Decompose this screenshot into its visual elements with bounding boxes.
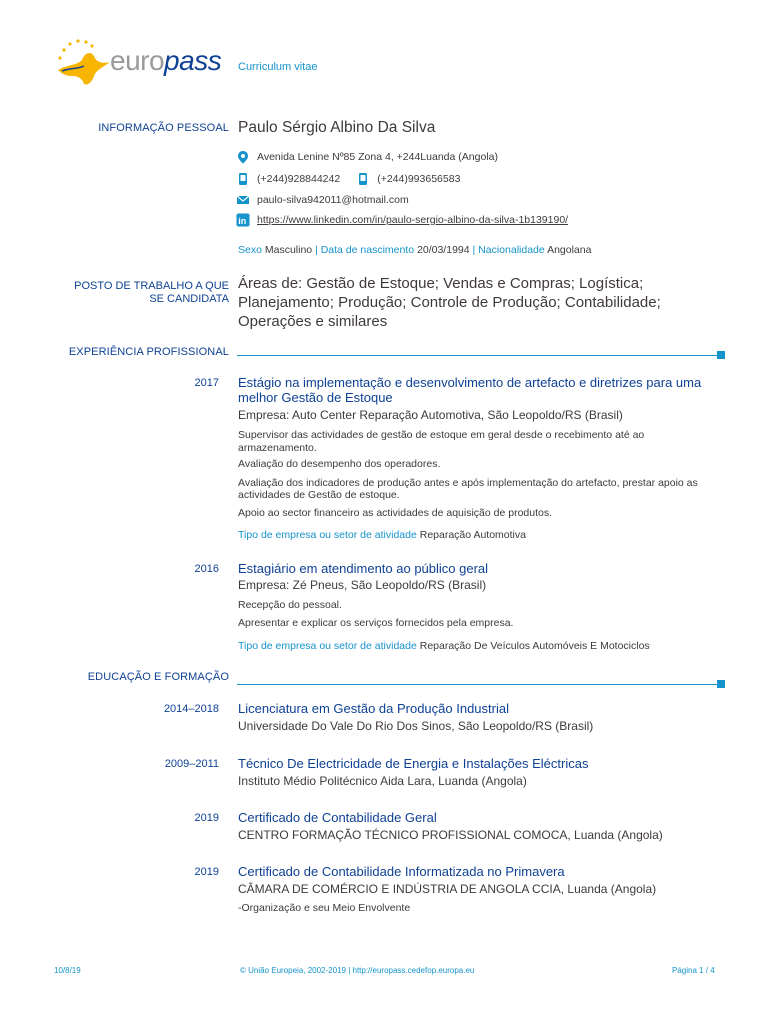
sex-label: Sexo — [238, 244, 262, 256]
person-name: Paulo Sérgio Albino Da Silva — [238, 119, 436, 136]
job-sector — [238, 640, 718, 653]
job-title: Estágio na implementação e desenvolvimento de artefacto e diretrizes para uma melhor Gestão de Estoque — [238, 375, 702, 405]
education-section-label: EDUCAÇÃO E FORMAÇÃO — [87, 671, 229, 683]
education-entry — [238, 864, 718, 915]
education-note: -Organização e seu Meio Envolvente — [238, 902, 411, 914]
address-text: Avenida Lenine Nº85 Zona 4, +244Luanda (Angola) — [257, 151, 498, 163]
personal-info-label: INFORMAÇÃO PESSOAL — [98, 122, 229, 134]
footer-page-number: Página 1 / 4 — [672, 966, 715, 975]
email-row — [236, 193, 409, 207]
education-date: 2019 — [194, 812, 219, 824]
job-date: 2016 — [194, 563, 219, 575]
doc-type: Curriculum vitae — [238, 61, 318, 73]
sector-value: Reparação De Veículos Automóveis E Motociclos — [419, 640, 650, 652]
phone-row — [236, 172, 460, 186]
job-duty: Avaliação do desempenho dos operadores. — [238, 458, 441, 470]
education-title: Técnico De Electricidade de Energia e Instalações Eléctricas — [238, 756, 589, 771]
birth-value: 20/03/1994 — [417, 244, 470, 256]
job-duty: Apresentar e explicar os serviços fornecidos pela empresa. — [238, 616, 514, 629]
job-duty: Avaliação dos indicadores de produção antes e após implementação do artefacto, prestar apoio as actividades de Gestão de estoque. — [238, 476, 698, 501]
job-company: Empresa: Auto Center Reparação Automotiva, São Leopoldo/RS (Brasil) — [238, 408, 623, 422]
separator: | — [472, 244, 476, 256]
svg-text:in: in — [238, 216, 247, 226]
sex-value: Masculino — [264, 244, 313, 256]
email-text[interactable]: paulo-silva942011@hotmail.com — [257, 194, 409, 206]
position-label-line2: SE CANDIDATA — [149, 293, 229, 305]
separator: | — [315, 244, 318, 256]
education-org: CÂMARA DE COMÉRCIO E INDÚSTRIA DE ANGOLA CCIA, Luanda (Angola) — [238, 882, 657, 896]
job-entry — [238, 561, 718, 653]
education-org: Instituto Médio Politécnico Aida Lara, Luanda (Angola) — [238, 774, 527, 788]
education-date: 2014–2018 — [163, 703, 219, 715]
personal-details-row — [238, 244, 591, 256]
position-label-line1: POSTO DE TRABALHO A QUE — [74, 280, 229, 292]
education-entry — [238, 810, 718, 843]
job-title: Estagiário em atendimento ao público geral — [238, 561, 489, 576]
phone2-text: (+244)993656583 — [377, 173, 461, 185]
logo-text-eur: eur — [110, 45, 149, 76]
phone1-text: (+244)928844242 — [257, 173, 341, 185]
phone-icon — [236, 172, 250, 186]
job-date: 2017 — [194, 377, 219, 389]
experience-section-label: EXPERIÊNCIA PROFISSIONAL — [68, 346, 229, 358]
education-date: 2009–2011 — [164, 758, 219, 770]
linkedin-link[interactable]: https://www.linkedin.com/in/paulo-sergio-albino-da-silva-1b139190/ — [257, 214, 569, 226]
linkedin-row — [236, 213, 568, 227]
position-label — [40, 280, 229, 306]
logo-text-o: o — [148, 45, 165, 76]
address-row — [236, 150, 498, 164]
education-title: Certificado de Contabilidade Informatizada no Primavera — [238, 864, 565, 879]
birth-label: Data de nascimento — [320, 244, 415, 256]
education-org: CENTRO FORMAÇÃO TÉCNICO PROFISSIONAL COMOCA, Luanda (Angola) — [238, 828, 663, 842]
education-title: Certificado de Contabilidade Geral — [238, 810, 437, 825]
location-pin-icon — [236, 150, 250, 164]
footer-date: 10/8/19 — [54, 966, 81, 975]
linkedin-icon — [236, 213, 250, 227]
europass-logo — [54, 36, 224, 90]
job-duty: Supervisor das actividades de gestão de estoque em geral desde o recebimento até ao armazenamento. — [238, 429, 645, 454]
footer-copyright[interactable]: © União Europeia, 2002-2019 | http://europass.cedefop.europa.eu — [240, 966, 475, 975]
logo-text-pass: pass — [164, 45, 222, 76]
experience-divider-square — [717, 351, 725, 359]
experience-divider — [237, 355, 717, 356]
education-title: Licenciatura em Gestão da Produção Industrial — [238, 701, 509, 716]
sector-label: Tipo de empresa ou setor de atividade — [238, 529, 417, 541]
job-entry — [238, 375, 718, 542]
job-company: Empresa: Zé Pneus, São Leopoldo/RS (Brasil) — [238, 578, 487, 592]
education-org: Universidade Do Vale Do Rio Dos Sinos, São Leopoldo/RS (Brasil) — [238, 719, 594, 733]
job-sector — [238, 529, 718, 542]
nationality-label: Nacionalidade — [478, 244, 545, 256]
education-entry — [238, 756, 718, 789]
education-divider — [237, 684, 717, 685]
education-entry — [238, 701, 718, 734]
sector-value: Reparação Automotiva — [419, 529, 526, 541]
nationality-value: Angolana — [547, 244, 592, 256]
phone-icon-2 — [356, 172, 370, 186]
job-duty: Recepção do pessoal. — [238, 599, 342, 611]
europass-star-figure-icon — [54, 36, 114, 90]
email-envelope-icon — [236, 193, 250, 207]
position-text: Áreas de: Gestão de Estoque; Vendas e Compras; Logística; Planejamento; Produção; Controle de Produção; Contabilidade; Operações e similares — [238, 275, 661, 330]
education-date: 2019 — [194, 866, 219, 878]
job-duty: Apoio ao sector financeiro as actividades de aquisição de produtos. — [238, 506, 553, 519]
sector-label: Tipo de empresa ou setor de atividade — [238, 640, 417, 652]
education-divider-square — [717, 680, 725, 688]
